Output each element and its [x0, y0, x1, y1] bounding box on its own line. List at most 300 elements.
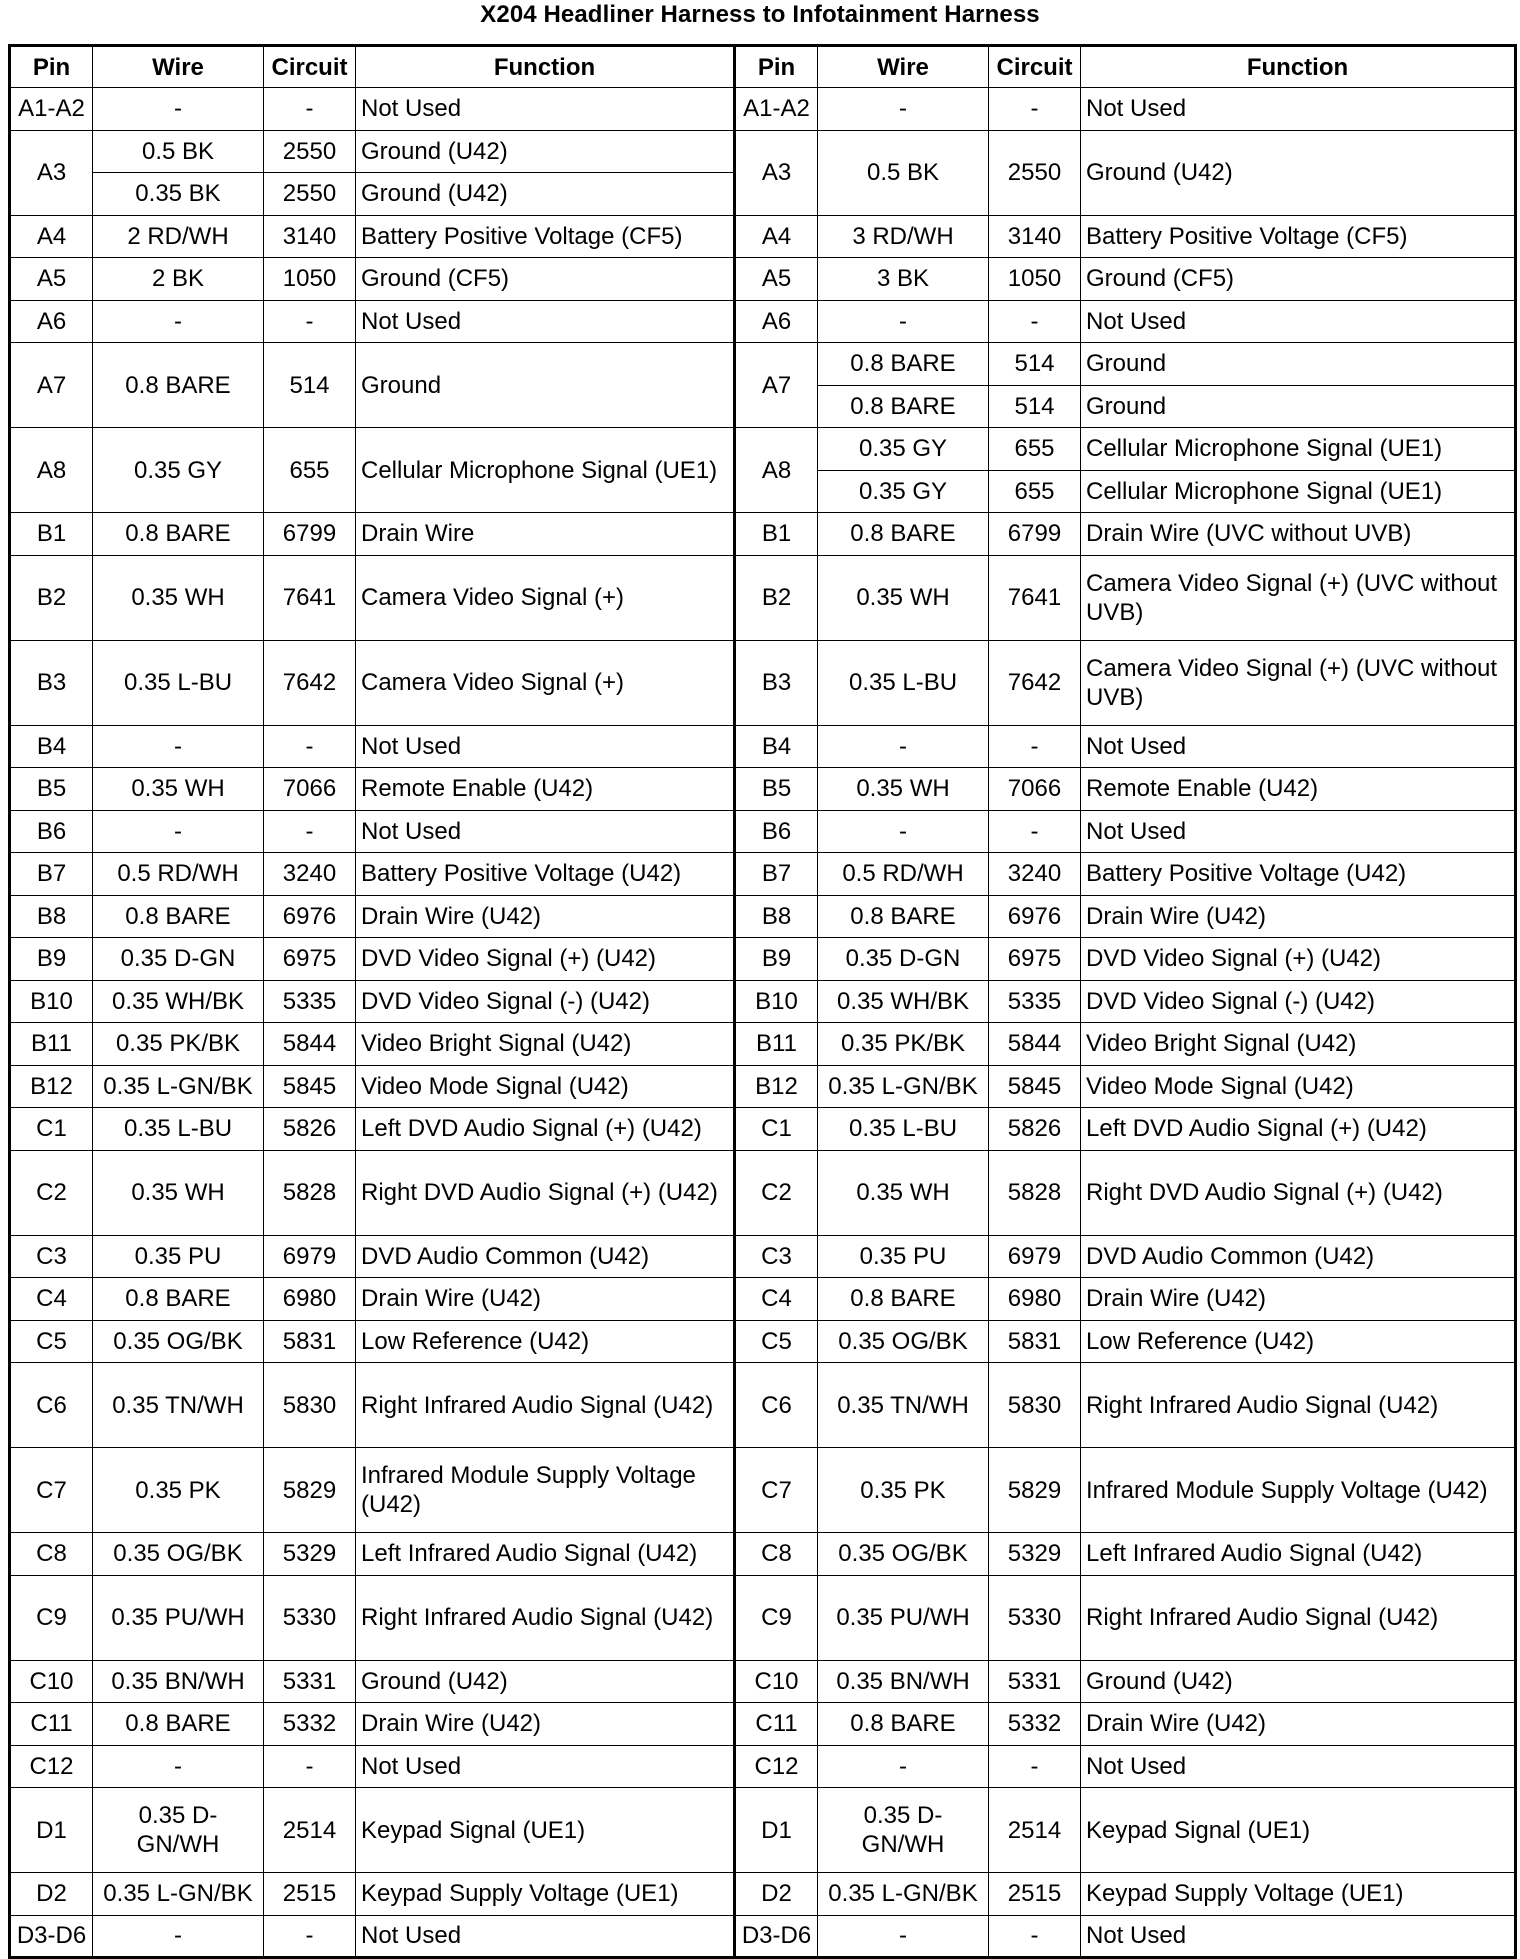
- function-cell: Drain Wire (U42): [1081, 895, 1516, 938]
- pin-cell: C10: [735, 1660, 818, 1703]
- wire-cell: 0.35 PK/BK: [818, 1023, 989, 1066]
- function-cell: Camera Video Signal (+) (UVC without UVB): [1081, 640, 1516, 725]
- pin-cell: A3: [735, 130, 818, 215]
- pin-cell: A8: [10, 428, 93, 513]
- pin-cell: C11: [10, 1703, 93, 1746]
- function-cell: Battery Positive Voltage (U42): [1081, 853, 1516, 896]
- function-cell: Not Used: [1081, 1915, 1516, 1958]
- function-cell: Video Bright Signal (U42): [356, 1023, 735, 1066]
- pin-cell: C3: [10, 1235, 93, 1278]
- pin-cell: C10: [10, 1660, 93, 1703]
- circuit-cell: -: [989, 810, 1081, 853]
- function-cell: Remote Enable (U42): [356, 768, 735, 811]
- wire-cell: 0.35 L-BU: [93, 640, 264, 725]
- pin-cell: C6: [10, 1363, 93, 1448]
- wire-cell: 0.5 BK: [818, 130, 989, 215]
- circuit-cell: -: [264, 810, 356, 853]
- table-row: [10, 555, 1516, 640]
- wire-cell: 0.35 BK: [93, 173, 264, 216]
- function-cell: DVD Audio Common (U42): [356, 1235, 735, 1278]
- circuit-cell: -: [264, 1745, 356, 1788]
- circuit-cell: 5830: [989, 1363, 1081, 1448]
- circuit-cell: 514: [989, 343, 1081, 386]
- wire-cell: -: [93, 1745, 264, 1788]
- table-row: [10, 300, 1516, 343]
- circuit-cell: 1050: [264, 258, 356, 301]
- wire-cell: 0.35 GY: [818, 470, 989, 513]
- table-row: [10, 1873, 1516, 1916]
- table-row: [10, 215, 1516, 258]
- pin-cell: C2: [10, 1150, 93, 1235]
- table-body: [10, 88, 1516, 1958]
- pin-cell: B1: [10, 513, 93, 556]
- circuit-cell: 5335: [264, 980, 356, 1023]
- pin-cell: C4: [735, 1278, 818, 1321]
- circuit-cell: 7641: [989, 555, 1081, 640]
- function-cell: Ground (U42): [356, 130, 735, 173]
- header-pin: Pin: [10, 46, 93, 88]
- circuit-cell: 2514: [264, 1788, 356, 1873]
- circuit-cell: -: [989, 300, 1081, 343]
- pin-cell: C7: [10, 1448, 93, 1533]
- wire-cell: 0.35 PU/WH: [818, 1575, 989, 1660]
- function-cell: Camera Video Signal (+): [356, 555, 735, 640]
- function-cell: Not Used: [356, 810, 735, 853]
- wire-cell: 0.8 BARE: [93, 343, 264, 428]
- function-cell: Ground (U42): [356, 1660, 735, 1703]
- header-wire: Wire: [818, 46, 989, 88]
- wire-cell: 3 RD/WH: [818, 215, 989, 258]
- function-cell: Ground (CF5): [1081, 258, 1516, 301]
- table-row: [10, 130, 1516, 173]
- function-cell: Right Infrared Audio Signal (U42): [356, 1363, 735, 1448]
- circuit-cell: 5329: [264, 1533, 356, 1576]
- function-cell: Drain Wire (U42): [356, 1278, 735, 1321]
- circuit-cell: 5331: [264, 1660, 356, 1703]
- table-row: [10, 1150, 1516, 1235]
- function-cell: Cellular Microphone Signal (UE1): [356, 428, 735, 513]
- function-cell: Left Infrared Audio Signal (U42): [356, 1533, 735, 1576]
- circuit-cell: 7641: [264, 555, 356, 640]
- circuit-cell: 5331: [989, 1660, 1081, 1703]
- table-row: [10, 853, 1516, 896]
- header-pin: Pin: [735, 46, 818, 88]
- wire-cell: -: [93, 810, 264, 853]
- wire-cell: 0.35 BN/WH: [93, 1660, 264, 1703]
- circuit-cell: 3240: [264, 853, 356, 896]
- table-row: [10, 1448, 1516, 1533]
- wire-cell: -: [818, 1745, 989, 1788]
- wire-cell: 0.35 D-GN: [93, 938, 264, 981]
- pin-cell: A7: [10, 343, 93, 428]
- wire-cell: 0.8 BARE: [93, 1703, 264, 1746]
- function-cell: Keypad Signal (UE1): [356, 1788, 735, 1873]
- header-circuit: Circuit: [989, 46, 1081, 88]
- pin-cell: B4: [735, 725, 818, 768]
- wire-cell: 0.35 OG/BK: [93, 1320, 264, 1363]
- pin-cell: D2: [735, 1873, 818, 1916]
- header-function: Function: [1081, 46, 1516, 88]
- circuit-cell: 6976: [264, 895, 356, 938]
- circuit-cell: 5829: [264, 1448, 356, 1533]
- pin-cell: A7: [735, 343, 818, 428]
- circuit-cell: -: [989, 1915, 1081, 1958]
- pin-cell: A3: [10, 130, 93, 215]
- circuit-cell: 2550: [989, 130, 1081, 215]
- pin-cell: B11: [735, 1023, 818, 1066]
- table-row: [10, 428, 1516, 471]
- function-cell: Right Infrared Audio Signal (U42): [356, 1575, 735, 1660]
- wire-cell: -: [93, 300, 264, 343]
- wire-cell: 2 RD/WH: [93, 215, 264, 258]
- function-cell: DVD Video Signal (+) (U42): [1081, 938, 1516, 981]
- pin-cell: C9: [735, 1575, 818, 1660]
- circuit-cell: 5829: [989, 1448, 1081, 1533]
- table-row: [10, 1660, 1516, 1703]
- wire-cell: 0.5 BK: [93, 130, 264, 173]
- circuit-cell: -: [264, 300, 356, 343]
- function-cell: Ground: [1081, 343, 1516, 386]
- circuit-cell: 514: [264, 343, 356, 428]
- circuit-cell: 5830: [264, 1363, 356, 1448]
- pin-cell: B1: [735, 513, 818, 556]
- circuit-cell: 3240: [989, 853, 1081, 896]
- circuit-cell: 5826: [989, 1108, 1081, 1151]
- pin-cell: C8: [10, 1533, 93, 1576]
- wire-cell: -: [818, 300, 989, 343]
- wire-cell: 0.35 D-GN: [818, 938, 989, 981]
- circuit-cell: 5329: [989, 1533, 1081, 1576]
- function-cell: Drain Wire: [356, 513, 735, 556]
- circuit-cell: -: [989, 725, 1081, 768]
- wire-cell: 0.8 BARE: [818, 513, 989, 556]
- function-cell: Infrared Module Supply Voltage (U42): [356, 1448, 735, 1533]
- circuit-cell: 5831: [989, 1320, 1081, 1363]
- pin-cell: C9: [10, 1575, 93, 1660]
- wire-cell: -: [93, 1915, 264, 1958]
- table-row: [10, 1320, 1516, 1363]
- wire-cell: 0.35 GY: [93, 428, 264, 513]
- pin-cell: B10: [10, 980, 93, 1023]
- function-cell: Camera Video Signal (+): [356, 640, 735, 725]
- circuit-cell: 5844: [264, 1023, 356, 1066]
- circuit-cell: -: [264, 725, 356, 768]
- function-cell: DVD Video Signal (-) (U42): [1081, 980, 1516, 1023]
- circuit-cell: 7642: [264, 640, 356, 725]
- wire-cell: 0.35 WH: [818, 1150, 989, 1235]
- function-cell: Low Reference (U42): [1081, 1320, 1516, 1363]
- pin-cell: D1: [735, 1788, 818, 1873]
- circuit-cell: 6979: [989, 1235, 1081, 1278]
- table-row: [10, 1235, 1516, 1278]
- wire-cell: 3 BK: [818, 258, 989, 301]
- circuit-cell: 5330: [264, 1575, 356, 1660]
- wire-cell: -: [93, 725, 264, 768]
- wire-cell: 0.8 BARE: [93, 513, 264, 556]
- pin-cell: B2: [10, 555, 93, 640]
- function-cell: Not Used: [1081, 300, 1516, 343]
- pin-cell: C12: [735, 1745, 818, 1788]
- wire-cell: 0.35 PK/BK: [93, 1023, 264, 1066]
- circuit-cell: 5335: [989, 980, 1081, 1023]
- pin-cell: A6: [10, 300, 93, 343]
- table-row: [10, 810, 1516, 853]
- pin-cell: B8: [735, 895, 818, 938]
- wire-cell: 0.8 BARE: [93, 895, 264, 938]
- circuit-cell: 5826: [264, 1108, 356, 1151]
- circuit-cell: 6799: [264, 513, 356, 556]
- circuit-cell: 7642: [989, 640, 1081, 725]
- function-cell: Low Reference (U42): [356, 1320, 735, 1363]
- wire-cell: -: [818, 725, 989, 768]
- circuit-cell: 7066: [264, 768, 356, 811]
- wire-cell: 0.35 TN/WH: [93, 1363, 264, 1448]
- table-row: [10, 980, 1516, 1023]
- circuit-cell: 5828: [989, 1150, 1081, 1235]
- pin-cell: D3-D6: [10, 1915, 93, 1958]
- function-cell: Keypad Supply Voltage (UE1): [356, 1873, 735, 1916]
- circuit-cell: 655: [264, 428, 356, 513]
- circuit-cell: -: [264, 1915, 356, 1958]
- table-row: [10, 895, 1516, 938]
- table-row: [10, 88, 1516, 131]
- function-cell: Not Used: [356, 88, 735, 131]
- function-cell: DVD Video Signal (-) (U42): [356, 980, 735, 1023]
- pin-cell: D2: [10, 1873, 93, 1916]
- table-row: [10, 343, 1516, 386]
- pin-cell: C2: [735, 1150, 818, 1235]
- wire-cell: 0.35 PK: [818, 1448, 989, 1533]
- function-cell: Right Infrared Audio Signal (U42): [1081, 1363, 1516, 1448]
- wire-cell: 0.35 L-BU: [818, 640, 989, 725]
- wire-cell: -: [818, 1915, 989, 1958]
- circuit-cell: 5332: [989, 1703, 1081, 1746]
- function-cell: Drain Wire (U42): [1081, 1278, 1516, 1321]
- pin-cell: C6: [735, 1363, 818, 1448]
- function-cell: Not Used: [1081, 1745, 1516, 1788]
- function-cell: Left Infrared Audio Signal (U42): [1081, 1533, 1516, 1576]
- circuit-cell: 6975: [264, 938, 356, 981]
- wire-cell: 0.35 D-GN/WH: [93, 1788, 264, 1873]
- function-cell: Battery Positive Voltage (CF5): [356, 215, 735, 258]
- header-circuit: Circuit: [264, 46, 356, 88]
- table-row: [10, 640, 1516, 725]
- table-row: [10, 513, 1516, 556]
- wire-cell: 0.35 PU: [93, 1235, 264, 1278]
- circuit-cell: 514: [989, 385, 1081, 428]
- pin-cell: C1: [735, 1108, 818, 1151]
- table-row: [10, 1108, 1516, 1151]
- wire-cell: 0.35 WH/BK: [93, 980, 264, 1023]
- function-cell: Right DVD Audio Signal (+) (U42): [356, 1150, 735, 1235]
- pin-cell: B12: [735, 1065, 818, 1108]
- function-cell: Ground (U42): [1081, 130, 1516, 215]
- wire-cell: 0.35 OG/BK: [818, 1320, 989, 1363]
- pin-cell: B6: [735, 810, 818, 853]
- pin-cell: B5: [735, 768, 818, 811]
- pin-cell: C3: [735, 1235, 818, 1278]
- circuit-cell: 6980: [264, 1278, 356, 1321]
- pin-cell: B5: [10, 768, 93, 811]
- function-cell: Video Bright Signal (U42): [1081, 1023, 1516, 1066]
- function-cell: Battery Positive Voltage (CF5): [1081, 215, 1516, 258]
- circuit-cell: 7066: [989, 768, 1081, 811]
- pin-cell: C11: [735, 1703, 818, 1746]
- circuit-cell: -: [989, 1745, 1081, 1788]
- pin-cell: A6: [735, 300, 818, 343]
- wire-cell: 0.35 OG/BK: [818, 1533, 989, 1576]
- pin-cell: B6: [10, 810, 93, 853]
- table-row: [10, 258, 1516, 301]
- pin-cell: B9: [735, 938, 818, 981]
- pin-cell: A1-A2: [735, 88, 818, 131]
- function-cell: Not Used: [356, 1745, 735, 1788]
- circuit-cell: 2514: [989, 1788, 1081, 1873]
- wire-cell: 0.8 BARE: [818, 895, 989, 938]
- wire-cell: 0.35 TN/WH: [818, 1363, 989, 1448]
- pin-cell: C7: [735, 1448, 818, 1533]
- function-cell: Video Mode Signal (U42): [1081, 1065, 1516, 1108]
- function-cell: Remote Enable (U42): [1081, 768, 1516, 811]
- wire-cell: 2 BK: [93, 258, 264, 301]
- pin-cell: D1: [10, 1788, 93, 1873]
- wire-cell: 0.35 WH: [93, 768, 264, 811]
- circuit-cell: -: [264, 88, 356, 131]
- function-cell: Not Used: [1081, 88, 1516, 131]
- circuit-cell: 6799: [989, 513, 1081, 556]
- pin-cell: B3: [735, 640, 818, 725]
- function-cell: DVD Video Signal (+) (U42): [356, 938, 735, 981]
- function-cell: Keypad Signal (UE1): [1081, 1788, 1516, 1873]
- wire-cell: 0.35 L-GN/BK: [93, 1873, 264, 1916]
- header-function: Function: [356, 46, 735, 88]
- function-cell: Left DVD Audio Signal (+) (U42): [1081, 1108, 1516, 1151]
- wire-cell: -: [818, 88, 989, 131]
- wire-cell: 0.35 WH: [818, 555, 989, 640]
- table-row: [10, 725, 1516, 768]
- pin-cell: A4: [735, 215, 818, 258]
- wire-cell: 0.5 RD/WH: [818, 853, 989, 896]
- pin-cell: B8: [10, 895, 93, 938]
- header-row: [10, 46, 1516, 88]
- circuit-cell: 5828: [264, 1150, 356, 1235]
- pin-cell: B2: [735, 555, 818, 640]
- table-row: [10, 938, 1516, 981]
- table-row: [10, 1575, 1516, 1660]
- wire-cell: 0.8 BARE: [818, 385, 989, 428]
- wire-cell: 0.35 L-BU: [818, 1108, 989, 1151]
- circuit-cell: 2515: [989, 1873, 1081, 1916]
- function-cell: Not Used: [356, 725, 735, 768]
- pin-cell: A8: [735, 428, 818, 513]
- wire-cell: 0.35 L-GN/BK: [818, 1873, 989, 1916]
- circuit-cell: 5845: [989, 1065, 1081, 1108]
- function-cell: Cellular Microphone Signal (UE1): [1081, 470, 1516, 513]
- function-cell: Cellular Microphone Signal (UE1): [1081, 428, 1516, 471]
- circuit-cell: 3140: [264, 215, 356, 258]
- circuit-cell: 3140: [989, 215, 1081, 258]
- circuit-cell: 655: [989, 428, 1081, 471]
- table-row: [10, 1915, 1516, 1958]
- function-cell: Right Infrared Audio Signal (U42): [1081, 1575, 1516, 1660]
- circuit-cell: 6979: [264, 1235, 356, 1278]
- pin-cell: C4: [10, 1278, 93, 1321]
- pin-cell: C1: [10, 1108, 93, 1151]
- wire-cell: 0.35 BN/WH: [818, 1660, 989, 1703]
- wire-cell: -: [818, 810, 989, 853]
- function-cell: DVD Audio Common (U42): [1081, 1235, 1516, 1278]
- pin-cell: A1-A2: [10, 88, 93, 131]
- pin-cell: D3-D6: [735, 1915, 818, 1958]
- wire-cell: 0.35 WH: [818, 768, 989, 811]
- page-title: X204 Headliner Harness to Infotainment Harness: [480, 1, 1040, 28]
- table-row: [10, 1065, 1516, 1108]
- table-row: [10, 1278, 1516, 1321]
- pin-cell: B10: [735, 980, 818, 1023]
- function-cell: Not Used: [356, 300, 735, 343]
- circuit-cell: 6976: [989, 895, 1081, 938]
- wire-cell: 0.35 L-BU: [93, 1108, 264, 1151]
- pin-cell: C5: [10, 1320, 93, 1363]
- function-cell: Right DVD Audio Signal (+) (U42): [1081, 1150, 1516, 1235]
- circuit-cell: 2550: [264, 130, 356, 173]
- wire-cell: 0.35 D-GN/WH: [818, 1788, 989, 1873]
- wire-cell: 0.35 GY: [818, 428, 989, 471]
- function-cell: Ground: [356, 343, 735, 428]
- table-row: [10, 1023, 1516, 1066]
- pin-cell: B4: [10, 725, 93, 768]
- function-cell: Drain Wire (U42): [356, 895, 735, 938]
- wire-cell: 0.35 WH: [93, 555, 264, 640]
- wire-cell: 0.35 WH: [93, 1150, 264, 1235]
- circuit-cell: 2515: [264, 1873, 356, 1916]
- wire-cell: 0.5 RD/WH: [93, 853, 264, 896]
- pin-cell: B9: [10, 938, 93, 981]
- function-cell: Drain Wire (U42): [1081, 1703, 1516, 1746]
- function-cell: Ground (CF5): [356, 258, 735, 301]
- table-row: [10, 1745, 1516, 1788]
- function-cell: Keypad Supply Voltage (UE1): [1081, 1873, 1516, 1916]
- function-cell: Video Mode Signal (U42): [356, 1065, 735, 1108]
- circuit-cell: 6980: [989, 1278, 1081, 1321]
- pin-cell: A5: [10, 258, 93, 301]
- function-cell: Not Used: [356, 1915, 735, 1958]
- header-wire: Wire: [93, 46, 264, 88]
- function-cell: Not Used: [1081, 725, 1516, 768]
- circuit-cell: -: [989, 88, 1081, 131]
- wire-cell: 0.35 OG/BK: [93, 1533, 264, 1576]
- wire-cell: 0.8 BARE: [818, 1703, 989, 1746]
- table-row: [10, 1788, 1516, 1873]
- wire-cell: 0.35 PK: [93, 1448, 264, 1533]
- pin-cell: C12: [10, 1745, 93, 1788]
- function-cell: Not Used: [1081, 810, 1516, 853]
- table-row: [10, 1703, 1516, 1746]
- wire-cell: 0.8 BARE: [93, 1278, 264, 1321]
- pin-cell: B12: [10, 1065, 93, 1108]
- table-row: [10, 1533, 1516, 1576]
- circuit-cell: 5844: [989, 1023, 1081, 1066]
- table-row: [10, 1363, 1516, 1448]
- circuit-cell: 5330: [989, 1575, 1081, 1660]
- function-cell: Drain Wire (U42): [356, 1703, 735, 1746]
- pin-cell: B11: [10, 1023, 93, 1066]
- function-cell: Infrared Module Supply Voltage (U42): [1081, 1448, 1516, 1533]
- pin-cell: B7: [10, 853, 93, 896]
- pin-cell: B7: [735, 853, 818, 896]
- circuit-cell: 5332: [264, 1703, 356, 1746]
- function-cell: Battery Positive Voltage (U42): [356, 853, 735, 896]
